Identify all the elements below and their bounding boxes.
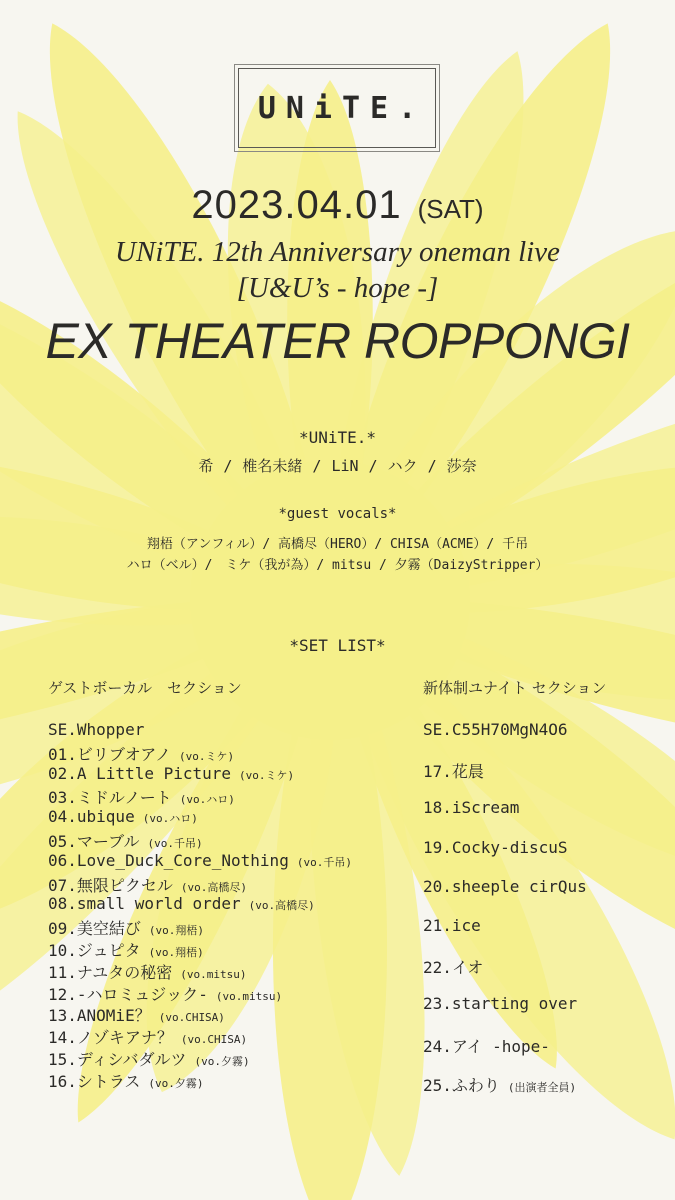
song-vocalist: (vo.ミケ) — [239, 768, 295, 782]
setlist-item — [48, 873, 247, 896]
guest-vocals-heading: *guest vocals* — [278, 506, 397, 522]
song-title: 06.Love_Duck_Core_Nothing — [48, 850, 289, 870]
song-title: 20.sheeple cirQus — [423, 876, 587, 896]
song-vocalist: (vo.mitsu) — [215, 989, 283, 1003]
new-section-column — [423, 677, 606, 698]
event-day: (SAT) — [417, 194, 484, 224]
setlist-item — [48, 916, 204, 939]
song-vocalist: (vo.CHISA) — [158, 1011, 225, 1025]
member-name: LiN — [331, 457, 359, 475]
song-vocalist: (vo.mitsu) — [180, 967, 247, 981]
event-title: UNiTE. 12th Anniversary oneman live — [115, 236, 560, 268]
setlist-item — [48, 851, 352, 870]
setlist-item — [423, 838, 568, 857]
song-vocalist: (vo.高橋尽) — [180, 880, 248, 894]
song-vocalist: (vo.千吊) — [147, 837, 203, 850]
setlist-item — [423, 955, 483, 978]
setlist-item — [48, 1069, 204, 1092]
member-list — [0, 455, 675, 476]
song-title: 13.ANOMiE？ — [48, 1006, 151, 1026]
song-title: 23.starting over — [423, 994, 578, 1014]
unite-heading: *UNiTE.* — [298, 428, 377, 447]
setlist-heading: *SET LIST* — [289, 636, 386, 655]
song-title: 18.iScream — [423, 798, 520, 818]
setlist-item — [48, 1025, 247, 1048]
song-title: 12.-ハロミュジック- — [48, 984, 208, 1004]
member-name: ハク — [387, 457, 418, 475]
setlist-item — [48, 982, 282, 1005]
venue-name: EX THEATER ROPPONGI — [45, 313, 630, 369]
guest-section-column — [48, 677, 242, 698]
setlist-item — [423, 1034, 550, 1057]
song-title: 10.ジュピタ — [48, 941, 141, 960]
song-title: 05.マーブル — [48, 832, 140, 851]
song-vocalist: (vo.ミケ) — [178, 749, 235, 763]
setlist-item — [48, 807, 198, 826]
event-date: 2023.04.01 — [191, 183, 402, 227]
song-vocalist: (vo.ハロ) — [179, 793, 235, 807]
song-title: 08.small world order — [48, 894, 241, 914]
song-title: 07.無限ピクセル — [48, 875, 173, 895]
setlist-item — [48, 938, 204, 961]
logo: UNiTE. — [257, 90, 427, 126]
song-vocalist: (vo.千吊) — [296, 855, 352, 869]
song-title: 03.ミドルノート — [48, 788, 172, 808]
guest-section-heading: ゲストボーカル セクション — [48, 679, 242, 697]
setlist-item — [48, 785, 235, 808]
song-title: 17.花晨 — [423, 762, 484, 782]
song-vocalist: (vo.高橋尽) — [248, 899, 315, 913]
member-name: 莎奈 — [446, 457, 477, 475]
member-separator: / — [223, 457, 233, 475]
song-title: 24.アイ -hope- — [423, 1036, 550, 1056]
song-title: 21.ice — [423, 916, 481, 935]
song-title: 04.ubique — [48, 807, 135, 827]
song-title: 15.ディシバダルツ — [48, 1050, 187, 1069]
date-line — [0, 183, 675, 228]
setlist-item — [423, 798, 519, 817]
guest-line-1: 翔梧（アンフィル）/ 高橋尽（HERO）/ CHISA（ACME）/ 千吊 — [146, 537, 529, 552]
song-title: 01.ビリブオアノ — [48, 744, 171, 764]
song-title: 02.A Little Picture — [48, 763, 232, 783]
setlist-item — [48, 1003, 225, 1026]
song-title: 22.イオ — [423, 958, 484, 978]
logo-frame — [238, 68, 436, 148]
new-section-heading: 新体制ユナイト セクション — [423, 679, 607, 697]
setlist-item — [423, 759, 484, 782]
setlist-item — [423, 1073, 576, 1096]
setlist-item — [423, 877, 587, 896]
setlist-item — [48, 829, 203, 852]
setlist-item — [48, 764, 294, 783]
song-vocalist: (vo.夕霧) — [194, 1055, 250, 1068]
setlist-item — [48, 1047, 250, 1070]
song-title: SE.Whopper — [48, 720, 145, 739]
song-title: 16.シトラス — [48, 1071, 141, 1091]
song-vocalist: (vo.ハロ) — [142, 812, 198, 826]
song-title: 11.ナユタの秘密 — [48, 962, 173, 982]
song-vocalist: (vo.翔梧) — [148, 924, 205, 938]
song-vocalist: (vo.翔梧) — [148, 946, 204, 959]
song-vocalist: (vo.夕霧) — [148, 1076, 204, 1090]
member-separator: / — [312, 457, 322, 475]
song-title: 09.美空結び — [48, 919, 141, 939]
setlist-item — [48, 720, 144, 739]
setlist-item — [48, 894, 315, 913]
member-separator: / — [427, 457, 437, 475]
setlist-item — [48, 960, 247, 983]
song-title: 14.ノゾキアナ？ — [48, 1028, 173, 1048]
song-vocalist: (出演者全員) — [507, 1080, 577, 1094]
member-name: 椎名未緒 — [242, 457, 303, 475]
setlist-item — [423, 994, 577, 1013]
member-name: 希 — [198, 457, 214, 475]
song-vocalist: (vo.CHISA) — [180, 1033, 248, 1047]
event-subtitle: [U&U’s - hope -] — [236, 272, 439, 304]
setlist-item — [423, 916, 481, 935]
member-separator: / — [368, 457, 378, 475]
song-title: 25.ふわり — [423, 1075, 500, 1095]
guest-line-2: ハロ（ベル）/ ミケ（我が為）/ mitsu / 夕霧（DaizyStripper） — [126, 558, 549, 573]
setlist-item — [48, 742, 234, 765]
song-title: 19.Cocky-discuS — [423, 837, 568, 857]
flower-center — [190, 460, 470, 740]
setlist-item — [423, 720, 568, 739]
song-title: SE.C55H70MgN4O6 — [423, 720, 568, 739]
